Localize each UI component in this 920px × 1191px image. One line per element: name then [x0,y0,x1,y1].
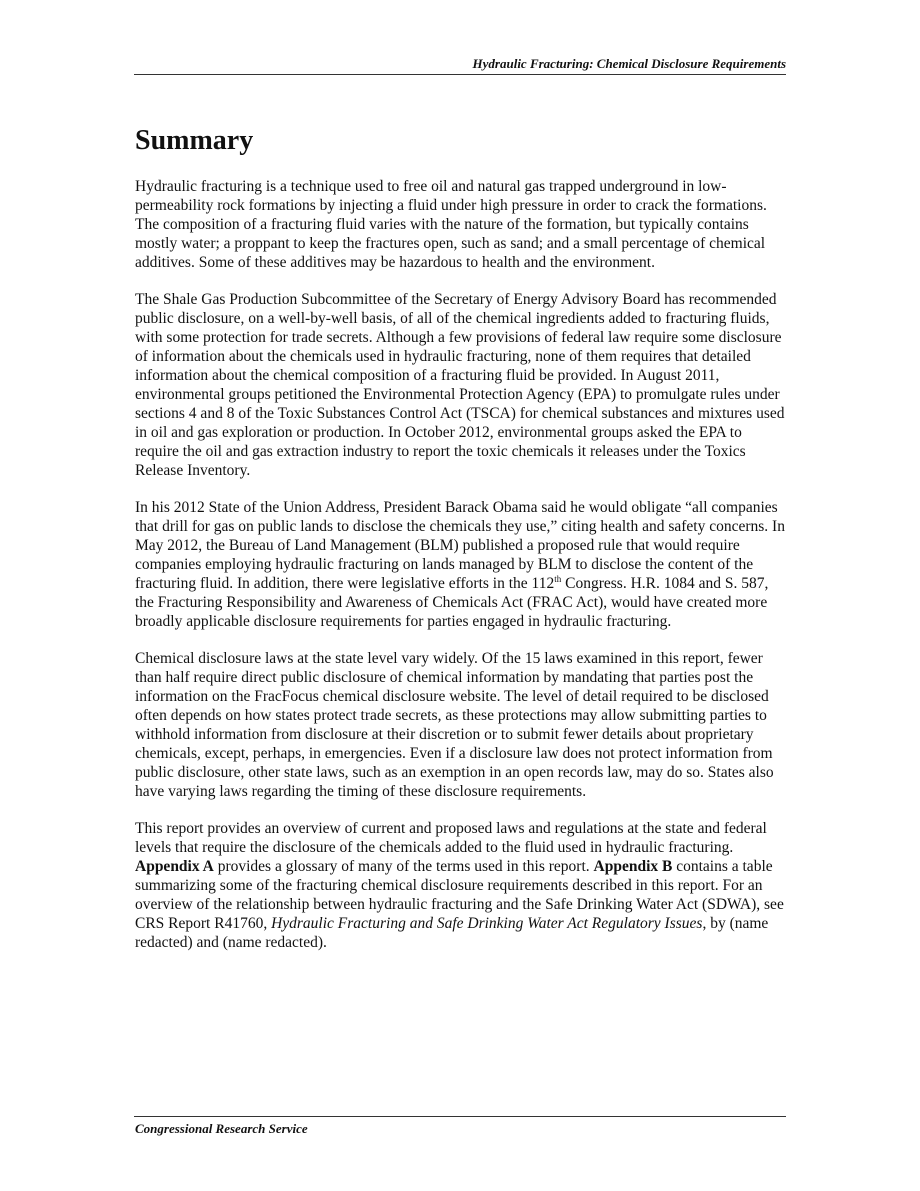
report-title: Hydraulic Fracturing and Safe Drinking Water Act Regulatory Issues [271,915,703,932]
paragraph-federal: The Shale Gas Production Subcommittee of the Secretary of Energy Advisory Board has recommended public disclosure, on a well-by-well basis, of all of the chemical ingredients added to fracturing fluids, with some protection for trade secrets. Although a few provisions of federal law require some disclosure of information about the chemicals used in hydraulic fracturing, none of them requires that detailed information about the chemical composition of a fracturing fluid be provided. In August 2011, environmental groups petitioned the Environmental Protection Agency (EPA) to promulgate rules under sections 4 and 8 of the Toxic Substances Control Act (TSCA) for chemical substances and mixtures used in oil and gas exploration or production. In October 2012, environmental groups asked the EPA to require the oil and gas extraction industry to report the toxic chemicals it releases under the Toxics Release Inventory. [135,291,785,479]
paragraph-obama-text-b: Congress. H.R. 1084 and S. 587, the Fracturing Responsibility and Awareness of Chemicals Act (FRAC Act), would have created more broadly applicable disclosure requirements for parties engaged in hydraulic fracturing. [135,575,769,630]
paragraph-obama-blm [135,498,787,631]
overview-text-d: , by (name redacted) and (name redacted). [135,915,769,951]
overview-text-b: provides a glossary of many of the terms used in this report. [213,858,594,875]
running-header: Hydraulic Fracturing: Chemical Disclosure Requirements [472,56,786,71]
ordinal-superscript: th [554,573,562,584]
paragraph-report-overview [135,819,787,952]
running-footer: Congressional Research Service [135,1121,308,1136]
footer-rule [134,1116,786,1117]
paragraph-overview: Hydraulic fracturing is a technique used to free oil and natural gas trapped underground in low-permeability rock formations by injecting a fluid under high pressure in order to crack the formations. The composition of a fracturing fluid varies with the nature of the formation, but typically contains mostly water; a proppant to keep the fractures open, such as sand; and a small percentage of chemical additives. Some of these additives may be hazardous to health and the environment. [135,178,767,271]
appendix-a-link[interactable]: Appendix A [135,858,214,875]
overview-text-a: This report provides an overview of current and proposed laws and regulations at the state and federal levels that require the disclosure of the chemicals added to the fluid used in hydraulic fracturing. [135,820,767,856]
overview-text-c: contains a table summarizing some of the fracturing chemical disclosure requirements described in this report. For an overview of the relationship between hydraulic fracturing and the Safe Drinking Water Act (SDWA), see CRS Report R41760, [135,858,784,932]
paragraph-obama-text-a: In his 2012 State of the Union Address, President Barack Obama said he would obligate “all companies that drill for gas on public lands to disclose the chemicals they use,” citing health and safety concerns. In May 2012, the Bureau of Land Management (BLM) published a proposed rule that would require companies employing hydraulic fracturing on lands managed by BLM to disclose the content of the fracturing fluid. In addition, there were legislative efforts in the 112 [135,499,785,592]
summary-body [135,177,787,970]
paragraph-state-laws: Chemical disclosure laws at the state level vary widely. Of the 15 laws examined in this report, fewer than half require direct public disclosure of chemical information by mandating that parties post the information on the FracFocus chemical disclosure website. The level of detail required to be disclosed often depends on how states protect trade secrets, as these protections may allow submitting parties to withhold information from disclosure at their discretion or to submit fewer details about proprietary chemicals, except, perhaps, in emergencies. Even if a disclosure law does not protect information from public disclosure, other state laws, such as an exemption in an open records law, may do so. States also have varying laws regarding the timing of these disclosure requirements. [135,650,774,800]
header-rule [134,74,786,75]
section-heading: Summary [135,125,254,156]
appendix-b-link[interactable]: Appendix B [593,858,673,875]
